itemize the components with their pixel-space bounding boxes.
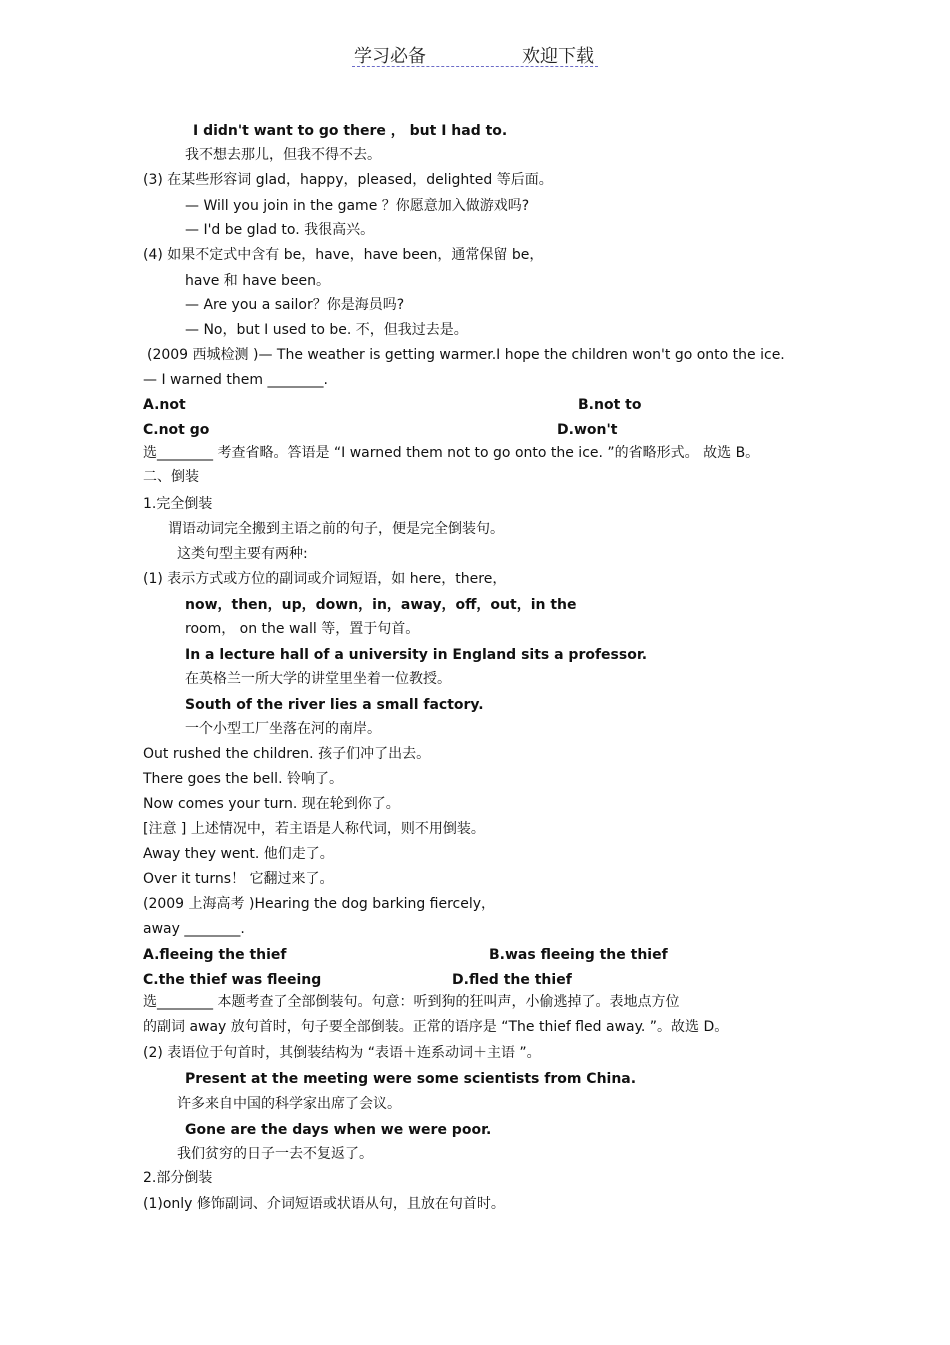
text-line: 选________ 本题考查了全部倒装句。句意：听到狗的狂叫声，小偷逃掉了。表地点方位 (143, 994, 680, 1010)
text-line: now，then，up，down，in，away，off，out，in the (185, 597, 577, 613)
text-line: A.not (143, 397, 186, 413)
text-line: There goes the bell. 铃响了。 (143, 771, 343, 787)
text-line: Now comes your turn. 现在轮到你了。 (143, 796, 400, 812)
text-line: Away they went. 他们走了。 (143, 846, 334, 862)
text-line: 这类句型主要有两种: (177, 546, 308, 562)
text-line: Over it turns！ 它翻过来了。 (143, 871, 334, 887)
text-line: — I'd be glad to. 我很高兴。 (185, 222, 375, 238)
text-line: D.fled the thief (452, 972, 572, 988)
text-line: — Will you join in the game ？你愿意加入做游戏吗? (185, 198, 530, 214)
text-line: have 和 have been。 (185, 273, 331, 289)
text-line: [注意 ] 上述情况中，若主语是人称代词，则不用倒装。 (143, 821, 485, 837)
text-line: room， on the wall 等，置于句首。 (185, 621, 420, 637)
text-line: (1) 表示方式或方位的副词或介词短语，如 here，there， (143, 571, 507, 587)
text-line: 1.完全倒装 (143, 496, 213, 512)
text-line: 一个小型工厂坐落在河的南岸。 (185, 721, 381, 737)
text-line: B.not to (578, 397, 642, 413)
text-line: — No，but I used to be. 不，但我过去是。 (185, 322, 468, 338)
text-line: (4) 如果不定式中含有 be，have，have been，通常保留 be， (143, 247, 544, 263)
text-line: A.fleeing the thief (143, 947, 287, 963)
text-line: D.won't (557, 422, 618, 438)
text-line: C.not go (143, 422, 210, 438)
text-line: Out rushed the children. 孩子们冲了出去。 (143, 746, 431, 762)
text-line: 许多来自中国的科学家出席了会议。 (177, 1096, 401, 1112)
text-line: (2) 表语位于句首时，其倒装结构为 “表语＋连系动词＋主语 ”。 (143, 1045, 541, 1061)
text-line: 2.部分倒装 (143, 1170, 213, 1186)
text-line: (1)only 修饰副词、介词短语或状语从句，且放在句首时。 (143, 1196, 505, 1212)
text-line: (2009 上海高考 )Hearing the dog barking fiercely， (143, 896, 496, 912)
header-left-text: 学习必备 (354, 46, 426, 67)
text-line: 谓语动词完全搬到主语之前的句子，便是完全倒装句。 (168, 521, 504, 537)
text-line: 在英格兰一所大学的讲堂里坐着一位教授。 (185, 671, 451, 687)
text-line: In a lecture hall of a university in England sits a professor. (185, 647, 648, 663)
text-line: 我们贫穷的日子一去不复返了。 (177, 1146, 373, 1162)
page-header (352, 40, 598, 67)
text-line: South of the river lies a small factory. (185, 697, 484, 713)
text-line: Gone are the days when we were poor. (185, 1122, 492, 1138)
text-line: 选________ 考查省略。答语是 “I warned them not to go onto the ice. ”的省略形式。 故选 B。 (143, 445, 760, 461)
header-right-text: 欢迎下载 (522, 46, 594, 67)
text-line: B.was fleeing the thief (489, 947, 668, 963)
text-line: (3) 在某些形容词 glad，happy，pleased，delighted 等后面。 (143, 172, 553, 188)
text-line: 我不想去那儿，但我不得不去。 (185, 147, 381, 163)
text-line: away ________. (143, 921, 245, 937)
text-line: — I warned them ________. (143, 372, 328, 388)
text-line: (2009 西城检测 )— The weather is getting warmer.I hope the children won't go onto the ice. (147, 347, 785, 363)
text-line: Present at the meeting were some scientists from China. (185, 1071, 637, 1087)
text-line: C.the thief was fleeing (143, 972, 322, 988)
text-line: — Are you a sailor？你是海员吗? (185, 297, 405, 313)
text-line: 的副词 away 放句首时，句子要全部倒装。正常的语序是 “The thief fled away. ”。故选 D。 (143, 1019, 729, 1035)
text-line: 二、倒装 (143, 469, 199, 485)
text-line: I didn't want to go there ， but I had to. (193, 123, 508, 139)
